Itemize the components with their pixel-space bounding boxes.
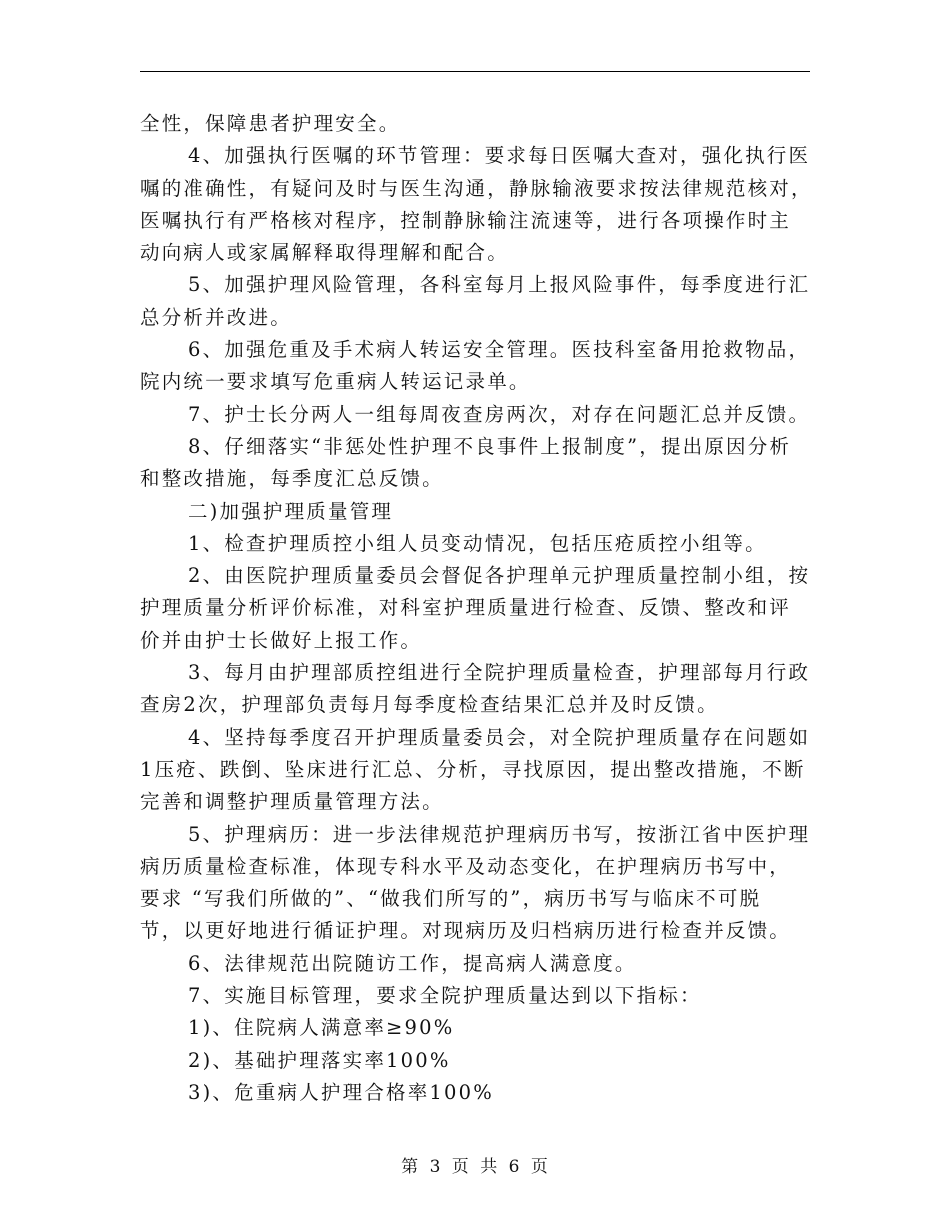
- text-line: 3、每月由护理部质控组进行全院护理质量检查，护理部每月行政: [188, 661, 811, 685]
- list-item: 1)、住院病人满意率≥90%: [188, 1016, 455, 1040]
- text-line: 2、由医院护理质量委员会督促各护理单元护理质量控制小组，按: [188, 564, 811, 588]
- text-line: 院内统一要求填写危重病人转运记录单。: [140, 370, 531, 394]
- list-item: 3)、危重病人护理合格率100%: [188, 1080, 494, 1104]
- text-line: 价并由护士长做好上报工作。: [140, 628, 423, 652]
- text-line: 要求 “写我们所做的”、“做我们所写的”，病历书写与临床不可脱: [140, 887, 762, 911]
- text-line: 7、实施目标管理，要求全院护理质量达到以下指标：: [188, 984, 702, 1008]
- text-line: 节，以更好地进行循证护理。对现病历及归档病历进行检查并反馈。: [140, 919, 792, 943]
- text-line: 6、加强危重及手术病人转运安全管理。医技科室备用抢救物品，: [188, 338, 811, 362]
- text-line: 8、仔细落实“非惩处性护理不良事件上报制度”，提出原因分析: [188, 434, 792, 458]
- header-rule: [140, 71, 810, 72]
- text-line: 1、检查护理质控小组人员变动情况，包括压疮质控小组等。: [188, 531, 767, 555]
- text-line: 和整改措施，每季度汇总反馈。: [140, 467, 444, 491]
- text-line: 5、加强护理风险管理，各科室每月上报风险事件，每季度进行汇: [188, 273, 811, 297]
- document-body: [140, 108, 813, 1109]
- text-line: 6、法律规范出院随访工作，提高病人满意度。: [188, 951, 637, 975]
- text-line: 嘱的准确性，有疑问及时与医生沟通，静脉输液要求按法律规范核对，: [140, 176, 813, 200]
- text-line: 4、坚持每季度召开护理质量委员会，对全院护理质量存在问题如: [188, 725, 811, 749]
- list-item: 2)、基础护理落实率100%: [188, 1048, 451, 1072]
- text-line: 4、加强执行医嘱的环节管理：要求每日医嘱大查对，强化执行医: [188, 144, 811, 168]
- text-line: 5、护理病历：进一步法律规范护理病历书写，按浙江省中医护理: [188, 822, 811, 846]
- text-line: 查房2次，护理部负责每月每季度检查结果汇总并及时反馈。: [140, 693, 719, 717]
- section-heading: 二)加强护理质量管理: [188, 499, 394, 523]
- text-line: 完善和调整护理质量管理方法。: [140, 790, 444, 814]
- text-line: 病历质量检查标准，体现专科水平及动态变化，在护理病历书写中，: [140, 854, 792, 878]
- text-line: 1压疮、跌倒、坠床进行汇总、分析，寻找原因，提出整改措施，不断: [140, 757, 806, 781]
- text-line: 动向病人或家属解释取得理解和配合。: [140, 241, 509, 265]
- text-line: 医嘱执行有严格核对程序，控制静脉输注流速等，进行各项操作时主: [140, 208, 792, 232]
- page-number-footer: 第 3 页 共 6 页: [401, 1157, 549, 1177]
- text-line: 全性，保障患者护理安全。: [140, 112, 401, 135]
- text-line: 7、护士长分两人一组每周夜查房两次，对存在问题汇总并反馈。: [188, 402, 811, 426]
- text-line: 护理质量分析评价标准，对科室护理质量进行检查、反馈、整改和评: [140, 596, 792, 620]
- text-line: 总分析并改进。: [140, 305, 292, 329]
